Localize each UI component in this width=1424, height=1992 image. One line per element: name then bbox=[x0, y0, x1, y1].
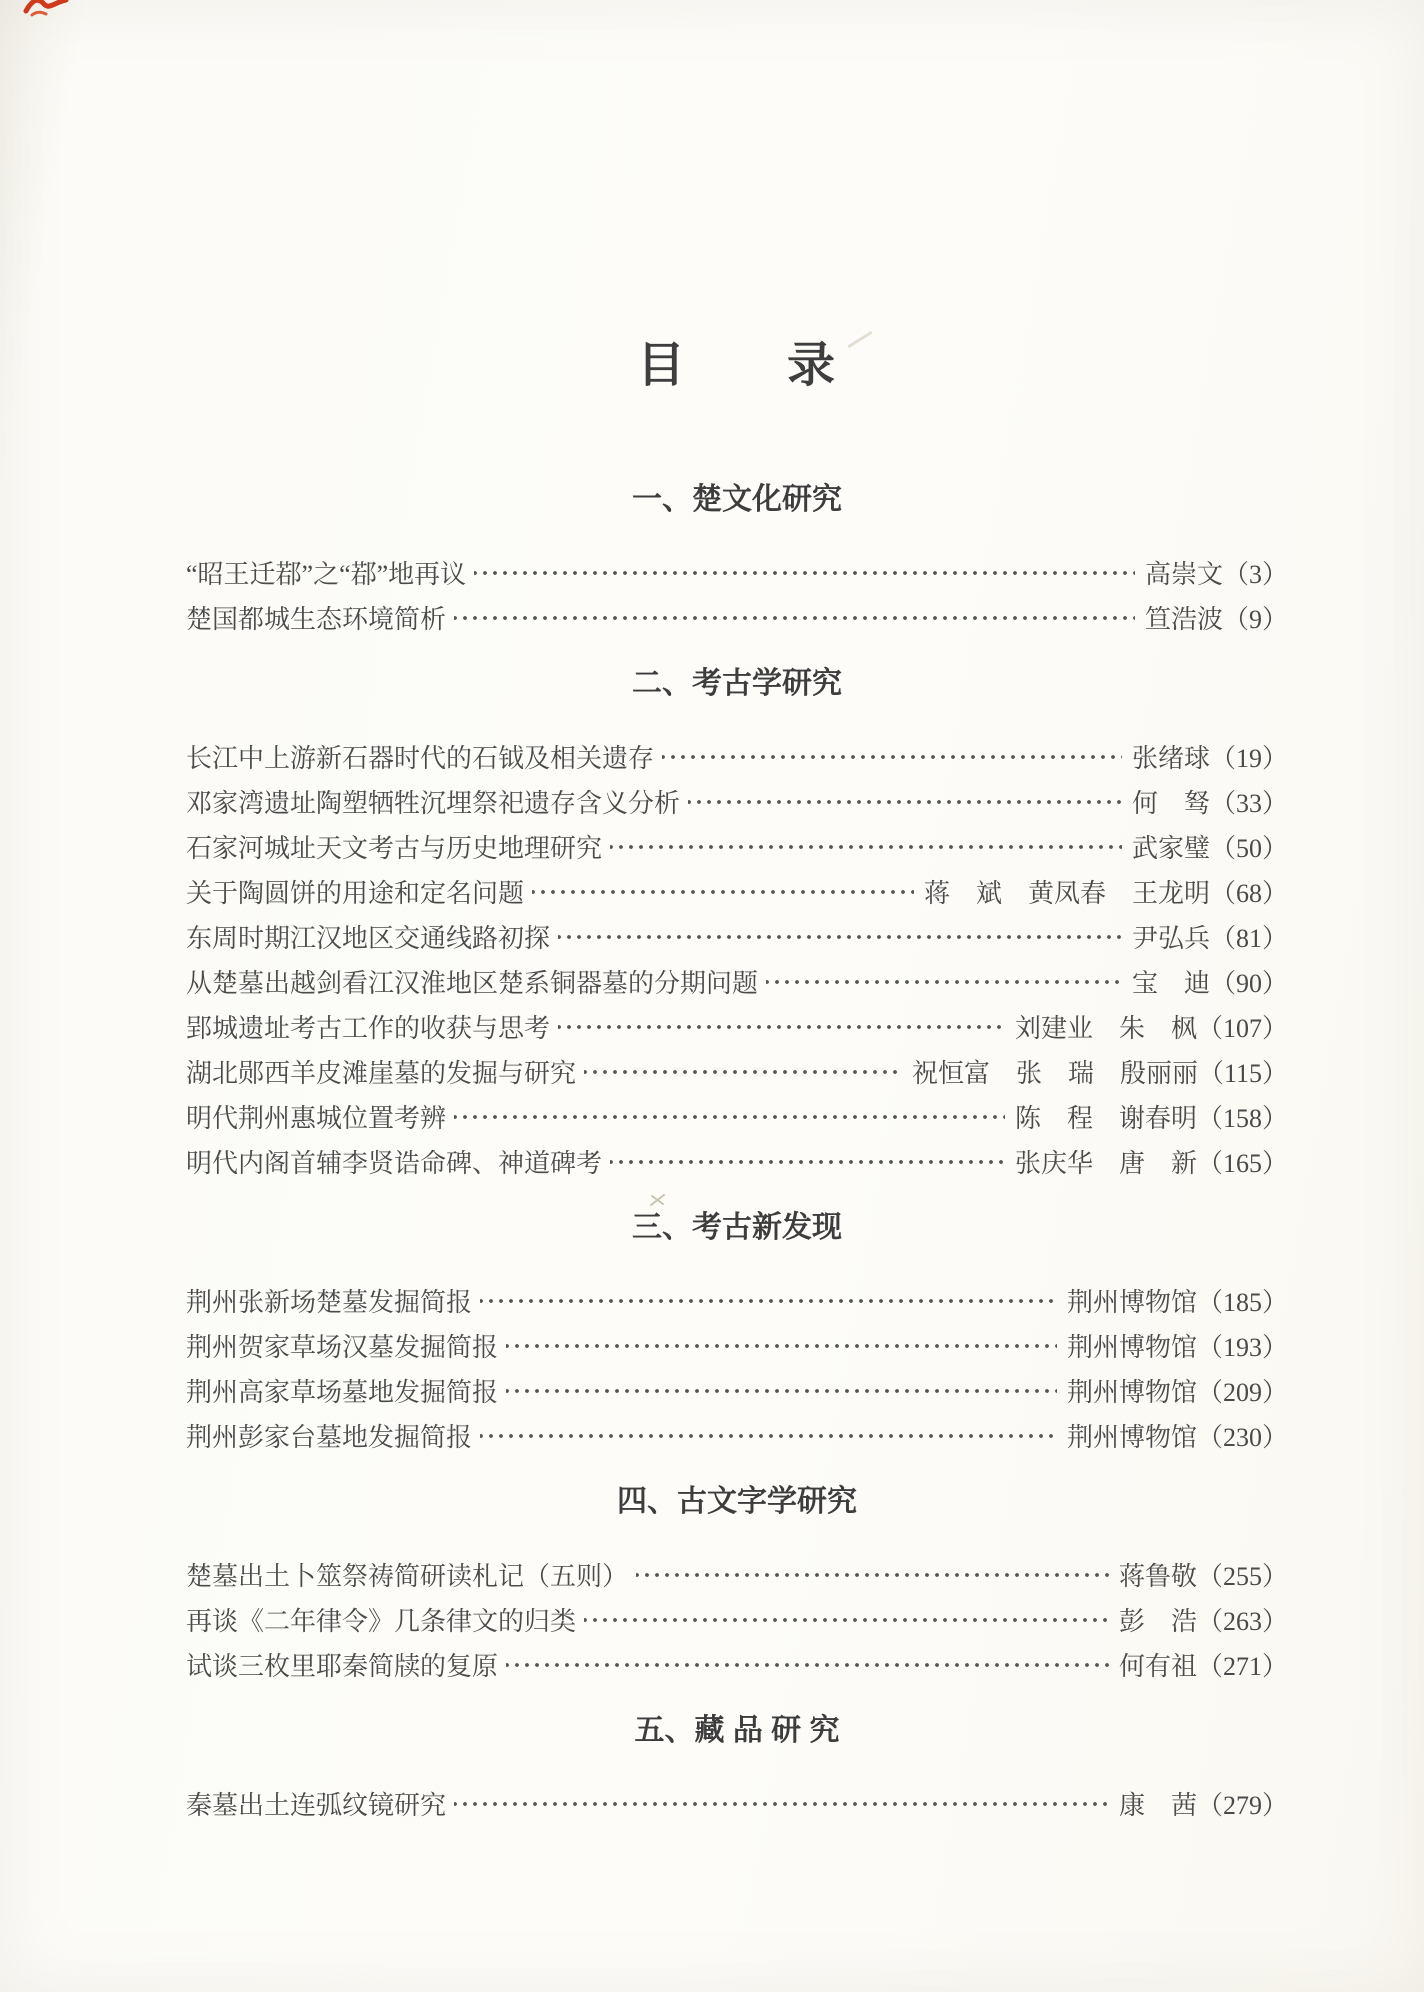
toc-content bbox=[186, 0, 1288, 1828]
entry-page-number: （50） bbox=[1209, 834, 1288, 863]
dot-leader bbox=[454, 1783, 1109, 1828]
entry-authors: 刘建业 朱 枫 bbox=[1014, 1014, 1197, 1043]
entry-authors: 蒋鲁敬 bbox=[1118, 1562, 1197, 1591]
entry-authors: 彭 浩 bbox=[1118, 1607, 1197, 1636]
entry-title: 邓家湾遗址陶塑牺牲沉埋祭祀遗存含义分析 bbox=[186, 789, 681, 818]
dot-leader bbox=[610, 826, 1122, 871]
section-heading: 三、考古新发现 bbox=[632, 1211, 842, 1244]
entry-title: 从楚墓出越剑看江汉淮地区楚系铜器墓的分期问题 bbox=[186, 969, 759, 998]
toc-entry bbox=[186, 1415, 1288, 1460]
entry-page-number: （68） bbox=[1209, 879, 1288, 908]
entry-authors: 张庆华 唐 新 bbox=[1014, 1149, 1197, 1178]
dot-leader bbox=[766, 961, 1122, 1006]
entry-page-number: （271） bbox=[1196, 1652, 1288, 1681]
entry-title: 荆州贺家草场汉墓发掘简报 bbox=[186, 1333, 499, 1362]
dot-leader bbox=[584, 1051, 902, 1096]
section-entries bbox=[186, 1783, 1288, 1828]
section-heading: 一、楚文化研究 bbox=[632, 483, 842, 516]
entry-authors: 何 驽 bbox=[1131, 789, 1210, 818]
dot-leader bbox=[480, 1280, 1057, 1325]
toc-entry bbox=[186, 1325, 1288, 1370]
toc-entry bbox=[186, 871, 1288, 916]
entry-authors: 武家璧 bbox=[1131, 834, 1210, 863]
entry-page-number: （230） bbox=[1196, 1423, 1288, 1452]
entry-authors: 张绪球 bbox=[1131, 744, 1210, 773]
toc-entry bbox=[186, 1096, 1288, 1141]
dot-leader bbox=[506, 1325, 1057, 1370]
entry-authors: 荆州博物馆 bbox=[1066, 1288, 1197, 1317]
dot-leader bbox=[454, 597, 1135, 642]
entry-title: 东周时期江汉地区交通线路初探 bbox=[186, 924, 551, 953]
entry-page-number: （185） bbox=[1196, 1288, 1288, 1317]
entry-authors: 高崇文 bbox=[1144, 560, 1223, 589]
dot-leader bbox=[454, 1096, 1005, 1141]
entry-title: 湖北郧西羊皮滩崖墓的发掘与研究 bbox=[186, 1059, 577, 1088]
section-entries bbox=[186, 1554, 1288, 1689]
entry-page-number: （3） bbox=[1222, 560, 1288, 589]
entry-title: 关于陶圆饼的用途和定名问题 bbox=[186, 879, 525, 908]
red-ink-mark bbox=[22, 0, 74, 23]
toc-entry bbox=[186, 781, 1288, 826]
entry-title: 荆州张新场楚墓发掘简报 bbox=[186, 1288, 473, 1317]
entry-page-number: （165） bbox=[1196, 1149, 1288, 1178]
dot-leader bbox=[506, 1370, 1057, 1415]
dot-leader bbox=[506, 1644, 1109, 1689]
entry-authors: 宝 迪 bbox=[1131, 969, 1210, 998]
section-heading: 五、藏 品 研 究 bbox=[634, 1714, 840, 1747]
toc-entry bbox=[186, 916, 1288, 961]
entry-page-number: （107） bbox=[1196, 1014, 1288, 1043]
entry-authors: 蒋 斌 黄凤春 王龙明 bbox=[923, 879, 1210, 908]
toc-entry bbox=[186, 736, 1288, 781]
toc-entry bbox=[186, 1554, 1288, 1599]
dot-leader bbox=[688, 781, 1122, 826]
entry-authors: 荆州博物馆 bbox=[1066, 1333, 1197, 1362]
entry-page-number: （19） bbox=[1209, 744, 1288, 773]
dot-leader bbox=[532, 871, 914, 916]
toc-entry bbox=[186, 1599, 1288, 1644]
entry-page-number: （9） bbox=[1222, 605, 1288, 634]
toc-entry bbox=[186, 1370, 1288, 1415]
toc-section bbox=[186, 484, 1288, 642]
entry-title: 荆州彭家台墓地发掘简报 bbox=[186, 1423, 473, 1452]
toc-entry bbox=[186, 1006, 1288, 1051]
entry-page-number: （255） bbox=[1196, 1562, 1288, 1591]
entry-page-number: （209） bbox=[1196, 1378, 1288, 1407]
toc-section bbox=[186, 668, 1288, 1186]
entry-authors: 陈 程 谢春明 bbox=[1014, 1104, 1197, 1133]
section-heading: 二、考古学研究 bbox=[632, 667, 842, 700]
dot-leader bbox=[584, 1599, 1109, 1644]
entry-title: 荆州高家草场墓地发掘简报 bbox=[186, 1378, 499, 1407]
dot-leader bbox=[558, 1006, 1005, 1051]
entry-title: 楚国都城生态环境简析 bbox=[186, 605, 447, 634]
entry-page-number: （33） bbox=[1209, 789, 1288, 818]
entry-page-number: （279） bbox=[1196, 1791, 1288, 1820]
dot-leader bbox=[480, 1415, 1057, 1460]
entry-title: 试谈三枚里耶秦简牍的复原 bbox=[186, 1652, 499, 1681]
dot-leader bbox=[558, 916, 1122, 961]
toc-entry bbox=[186, 597, 1288, 642]
entry-title: 楚墓出土卜筮祭祷简研读札记（五则） bbox=[186, 1562, 629, 1591]
entry-authors: 何有祖 bbox=[1118, 1652, 1197, 1681]
section-entries bbox=[186, 1280, 1288, 1460]
dot-leader bbox=[610, 1141, 1005, 1186]
dot-leader bbox=[474, 552, 1135, 597]
entry-title: 明代内阁首辅李贤诰命碑、神道碑考 bbox=[186, 1149, 603, 1178]
toc-sections bbox=[186, 484, 1288, 1828]
toc-entry bbox=[186, 826, 1288, 871]
toc-entry bbox=[186, 961, 1288, 1006]
entry-page-number: （115） bbox=[1197, 1059, 1288, 1088]
section-entries bbox=[186, 736, 1288, 1186]
entry-authors: 康 茜 bbox=[1118, 1791, 1197, 1820]
toc-entry bbox=[186, 1644, 1288, 1689]
section-heading: 四、古文字学研究 bbox=[617, 1485, 857, 1518]
entry-page-number: （90） bbox=[1209, 969, 1288, 998]
toc-entry bbox=[186, 552, 1288, 597]
dot-leader bbox=[636, 1554, 1109, 1599]
dot-leader bbox=[662, 736, 1122, 781]
entry-authors: 笪浩波 bbox=[1144, 605, 1223, 634]
toc-section bbox=[186, 1212, 1288, 1460]
toc-section bbox=[186, 1486, 1288, 1689]
entry-page-number: （158） bbox=[1196, 1104, 1288, 1133]
entry-page-number: （81） bbox=[1209, 924, 1288, 953]
entry-title: 长江中上游新石器时代的石钺及相关遗存 bbox=[186, 744, 655, 773]
entry-title: 郢城遗址考古工作的收获与思考 bbox=[186, 1014, 551, 1043]
entry-page-number: （263） bbox=[1196, 1607, 1288, 1636]
entry-authors: 尹弘兵 bbox=[1131, 924, 1210, 953]
entry-title: 石家河城址天文考古与历史地理研究 bbox=[186, 834, 603, 863]
entry-authors: 荆州博物馆 bbox=[1066, 1378, 1197, 1407]
entry-title: 明代荆州惠城位置考辨 bbox=[186, 1104, 447, 1133]
toc-entry bbox=[186, 1280, 1288, 1325]
entry-authors: 荆州博物馆 bbox=[1066, 1423, 1197, 1452]
entry-title: 秦墓出土连弧纹镜研究 bbox=[186, 1791, 447, 1820]
entry-page-number: （193） bbox=[1196, 1333, 1288, 1362]
entry-title: “昭王迁鄀”之“鄀”地再议 bbox=[186, 560, 467, 589]
toc-entry bbox=[186, 1783, 1288, 1828]
toc-entry bbox=[186, 1051, 1288, 1096]
toc-section bbox=[186, 1715, 1288, 1828]
page-title: 目 录 bbox=[636, 339, 837, 392]
entry-authors: 祝恒富 张 瑞 殷丽丽 bbox=[911, 1059, 1198, 1088]
section-entries bbox=[186, 552, 1288, 642]
toc-entry bbox=[186, 1141, 1288, 1186]
entry-title: 再谈《二年律令》几条律文的归类 bbox=[186, 1607, 577, 1636]
